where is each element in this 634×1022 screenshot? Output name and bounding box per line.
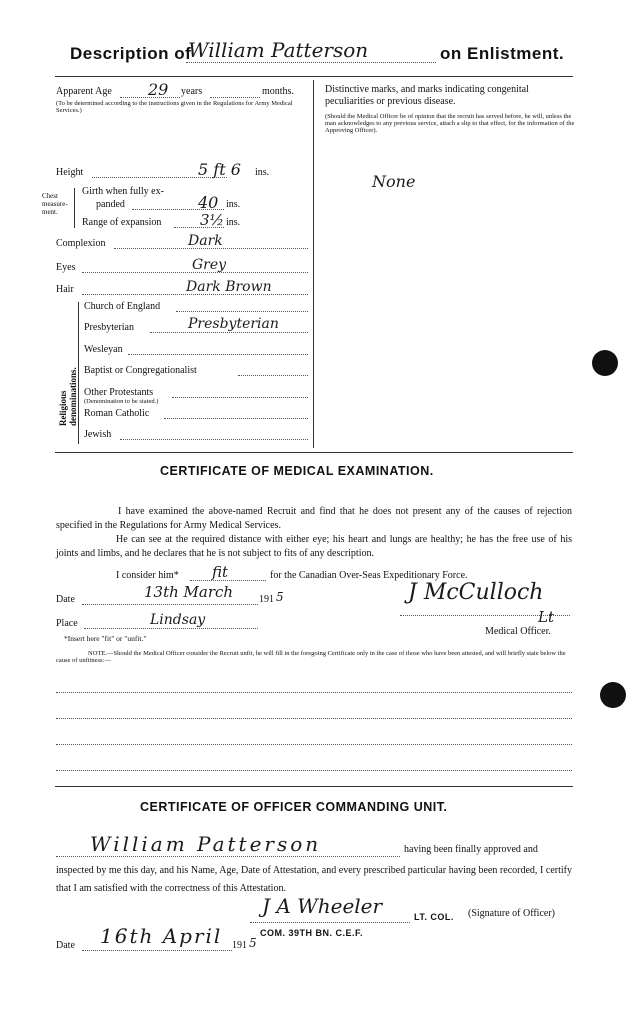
medical-para-1: I have examined the above-named Recruit and find that he does not present any of the causes of rejection specified in the Regulations for Army Medical Services.	[56, 506, 572, 531]
column-divider	[313, 80, 314, 448]
denomination-note: (Denomination to be stated.)	[84, 398, 159, 405]
age-label: Apparent Age	[56, 86, 112, 97]
medical-date-line	[82, 604, 258, 605]
age-line	[120, 97, 180, 98]
height-unit: ins.	[255, 167, 270, 178]
medical-signature: J McCulloch	[408, 580, 544, 605]
stamp-rank: LT. COL.	[414, 912, 454, 922]
signature-of-officer-label: (Signature of Officer)	[468, 908, 556, 919]
chest-label: Chest measure-ment.	[42, 192, 68, 216]
months-line	[210, 97, 260, 98]
religion-selected: Presbyterian	[188, 316, 279, 332]
header-suffix: on Enlistment.	[440, 44, 565, 63]
complexion-value: Dark	[188, 233, 223, 249]
commanding-name: William Patterson	[90, 832, 322, 856]
girth-value: 40	[198, 193, 219, 212]
medical-year-value: 5	[276, 590, 284, 604]
hair-value: Dark Brown	[186, 279, 272, 295]
religion-bracket	[78, 302, 79, 444]
commanding-signature-line	[250, 922, 410, 923]
religion-item-wesleyan: Wesleyan	[84, 344, 123, 355]
religion-line-6	[120, 439, 308, 440]
medical-date-value: 13th March	[144, 583, 234, 601]
commanding-text-after-name: having been finally approved and	[404, 844, 538, 855]
punch-hole-bottom	[600, 682, 626, 708]
place-line	[84, 628, 258, 629]
unfitness-line-4	[56, 770, 572, 771]
eyes-value: Grey	[192, 257, 227, 273]
commanding-year-prefix: 191	[232, 940, 247, 951]
unfitness-line-3	[56, 744, 572, 745]
distinctive-note: (Should the Medical Officer be of opinion that the recruit has served before, he will, unless the man acknowledges to any previous service, attach a slip to that effect, for the information of the Approving Officer).	[325, 113, 575, 134]
commanding-year-value: 5	[249, 936, 257, 950]
religion-line-4	[172, 397, 308, 398]
religion-line-0	[176, 311, 308, 312]
years-label: years	[181, 86, 203, 97]
consider-value: fit	[212, 563, 229, 581]
header-rule	[55, 76, 573, 77]
girth-label-2: panded	[96, 199, 125, 210]
commanding-para: inspected by me this day, and his Name, Age, Date of Attestation, and every prescribed particular having been recorded, I certify that I am satisfied with the correctness of this Attestation.	[56, 865, 572, 894]
eyes-label: Eyes	[56, 262, 76, 273]
recruit-name: William Patterson	[188, 38, 369, 62]
religion-line-2	[128, 354, 308, 355]
religion-item-presbyterian: Presbyterian	[84, 322, 134, 333]
expansion-unit: ins.	[226, 217, 241, 228]
commanding-date-line	[82, 950, 232, 951]
stamp-unit: COM. 39TH BN. C.E.F.	[260, 928, 364, 938]
girth-label-1: Girth when fully ex-	[82, 186, 164, 197]
commanding-title: CERTIFICATE OF OFFICER COMMANDING UNIT.	[140, 800, 448, 814]
religion-line-3	[238, 375, 308, 376]
medical-date-label: Date	[56, 594, 75, 605]
religion-line-5	[164, 418, 308, 419]
consider-prefix: I consider him*	[116, 570, 179, 581]
hair-label: Hair	[56, 284, 74, 295]
religion-side-label: Religious denominations.	[58, 367, 78, 426]
medical-officer-label: Medical Officer.	[485, 626, 551, 637]
medical-year-prefix: 191	[259, 594, 274, 605]
chest-bracket	[74, 188, 75, 228]
section-rule-1	[55, 452, 573, 453]
consider-suffix: for the Canadian Over-Seas Expeditionary Force.	[270, 570, 468, 581]
height-label: Height	[56, 167, 84, 178]
medical-title: CERTIFICATE OF MEDICAL EXAMINATION.	[160, 464, 434, 478]
religion-item-jewish: Jewish	[84, 429, 112, 440]
punch-hole-top	[592, 350, 618, 376]
medical-para-2: He can see at the required distance with either eye; his heart and lungs are healthy; he has the free use of his joints and limbs, and he declares that he is not subject to fits of any description.	[56, 534, 572, 559]
commanding-date-value: 16th April	[100, 924, 223, 948]
age-value: 29	[148, 80, 169, 99]
expansion-label: Range of expansion	[82, 217, 162, 228]
medical-rank: Lt	[538, 608, 554, 626]
insert-note: *Insert here "fit" or "unfit."	[64, 634, 147, 643]
months-label: months.	[262, 86, 294, 97]
place-value: Lindsay	[150, 612, 206, 628]
header-prefix: Description of	[70, 44, 192, 63]
commanding-date-label: Date	[56, 940, 75, 951]
height-value: 5 ft 6	[198, 160, 241, 179]
section-rule-2	[55, 786, 573, 787]
commanding-signature: J A Wheeler	[262, 894, 383, 918]
religion-item-church-of-england: Church of England	[84, 301, 161, 312]
distinctive-value: None	[372, 172, 416, 191]
religion-item-other-protestants: Other Protestants	[84, 387, 154, 398]
girth-unit: ins.	[226, 199, 241, 210]
religion-item-baptist: Baptist or Congregationalist	[84, 365, 197, 376]
name-line	[186, 62, 436, 63]
religion-item-roman-catholic: Roman Catholic	[84, 408, 150, 419]
distinctive-title: Distinctive marks, and marks indicating congenital peculiarities or previous disease.	[325, 84, 529, 107]
age-note: (To be determined according to the instructions given in the Regulations for Army Medical Services.)	[56, 100, 293, 114]
medical-note: NOTE.—Should the Medical Officer consider the Recruit unfit, he will fill in the foregoing Certificate only in the case of those who have been attested, and will briefly state below the cause of unfitness:—	[56, 650, 566, 664]
unfitness-line-2	[56, 718, 572, 719]
expansion-value: 3½	[200, 211, 225, 229]
religion-line-1	[150, 332, 308, 333]
unfitness-line-1	[56, 692, 572, 693]
commanding-name-line	[56, 856, 400, 857]
place-label: Place	[56, 618, 78, 629]
complexion-label: Complexion	[56, 238, 106, 249]
